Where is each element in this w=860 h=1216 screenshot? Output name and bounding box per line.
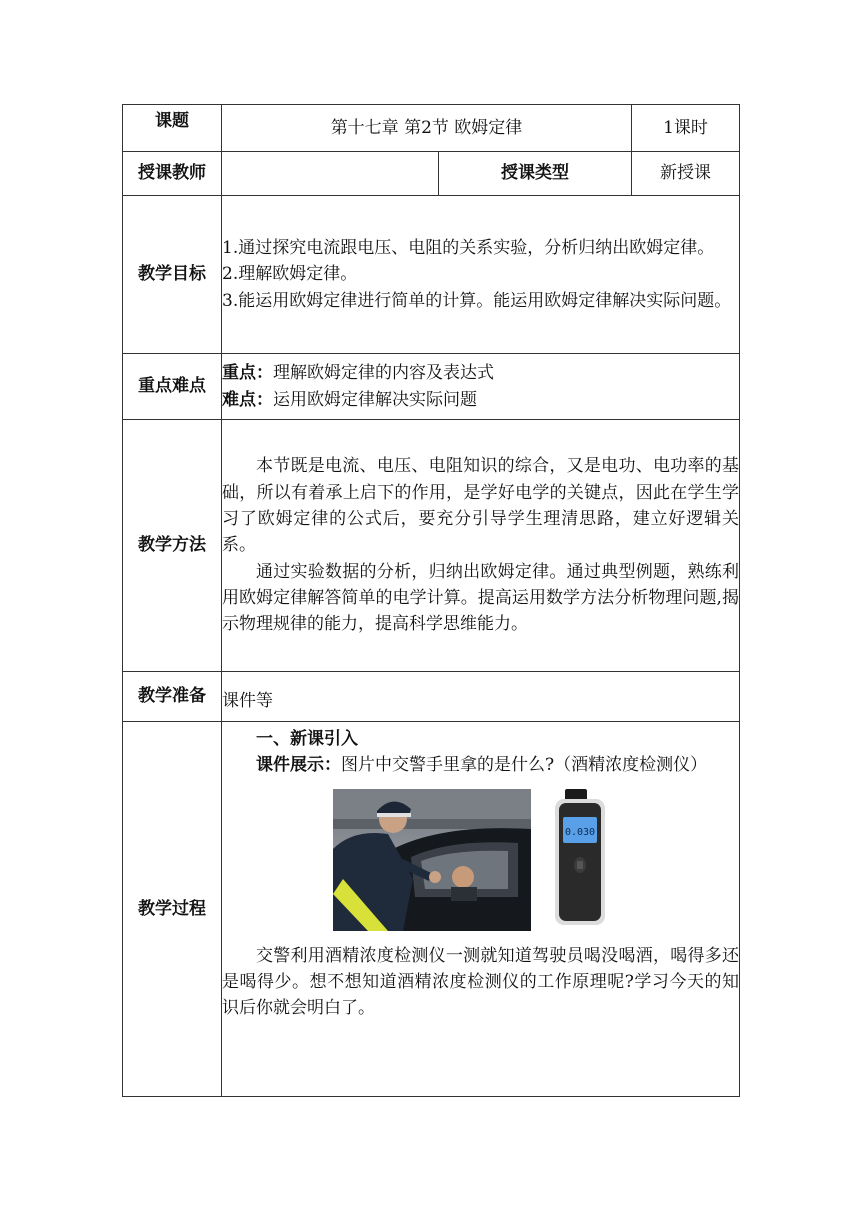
lesson-plan-table xyxy=(122,104,740,1097)
goal-item: 1.通过探究电流跟电压、电阻的关系实验，分析归纳出欧姆定律。 xyxy=(222,237,715,258)
method-cell xyxy=(222,420,740,672)
goal-item: 2.理解欧姆定律。 xyxy=(222,264,358,285)
difficult-text: 运用欧姆定律解决实际问题 xyxy=(273,389,477,410)
prep-row xyxy=(123,672,740,722)
key-label: 重点难点 xyxy=(123,354,222,420)
teacher-label: 授课教师 xyxy=(123,152,222,196)
type-value: 新授课 xyxy=(632,152,740,196)
teacher-row xyxy=(123,152,740,196)
method-paragraph: 通过实验数据的分析，归纳出欧姆定律。通过典型例题，熟练利用欧姆定律解答简单的电学计算。提高运用数学方法分析物理问题,揭示物理规律的能力，提高科学思维能力。 xyxy=(222,561,739,635)
key-cell xyxy=(222,354,740,420)
device-screen-text: 0.030 xyxy=(564,826,595,838)
type-label: 授课类型 xyxy=(439,152,632,196)
goals-label: 教学目标 xyxy=(123,196,222,354)
key-text: 理解欧姆定律的内容及表达式 xyxy=(273,363,494,384)
key-row xyxy=(123,354,740,420)
process-show-text: 图片中交警手里拿的是什么?（酒精浓度检测仪） xyxy=(341,755,708,776)
process-show-prefix: 课件展示： xyxy=(256,755,341,776)
method-label: 教学方法 xyxy=(123,420,222,672)
process-paragraph: 交警利用酒精浓度检测仪一测就知道驾驶员喝没喝酒，喝得多还是喝得少。想不想知道酒精浓度检测仪的工作原理呢?学习今天的知识后你就会明白了。 xyxy=(222,945,739,1019)
traffic-police-photo xyxy=(333,789,531,931)
hours-value: 1课时 xyxy=(632,105,740,152)
process-show xyxy=(222,752,739,778)
difficult-point xyxy=(222,387,739,413)
process-label: 教学过程 xyxy=(123,722,222,1097)
goals-cell xyxy=(222,196,740,354)
prep-value: 课件等 xyxy=(222,672,740,722)
goal-item: 3.能运用欧姆定律进行简单的计算。能运用欧姆定律解决实际问题。 xyxy=(222,290,732,311)
process-row xyxy=(123,722,740,1097)
topic-row xyxy=(123,105,740,152)
photo-group xyxy=(222,789,739,931)
key-prefix: 重点： xyxy=(222,363,273,384)
traffic-police-illustration xyxy=(333,789,531,931)
process-cell xyxy=(222,722,740,1097)
breathalyzer-device xyxy=(531,789,629,931)
difficult-prefix: 难点： xyxy=(222,389,273,410)
key-point xyxy=(222,360,739,386)
method-paragraph: 本节既是电流、电压、电阻知识的综合，又是电功、电功率的基础，所以有着承上启下的作用，是学好电学的关键点，因此在学生学习了欧姆定律的公式后，要充分引导学生理清思路，建立好逻辑关系。 xyxy=(222,456,739,556)
breathalyzer-photo xyxy=(531,789,629,931)
topic-value: 第十七章 第2节 欧姆定律 xyxy=(222,105,632,152)
method-row xyxy=(123,420,740,672)
topic-label: 课题 xyxy=(123,105,222,152)
process-heading: 一、新课引入 xyxy=(256,729,358,749)
teacher-value xyxy=(222,152,439,196)
prep-label: 教学准备 xyxy=(123,672,222,722)
goals-row xyxy=(123,196,740,354)
